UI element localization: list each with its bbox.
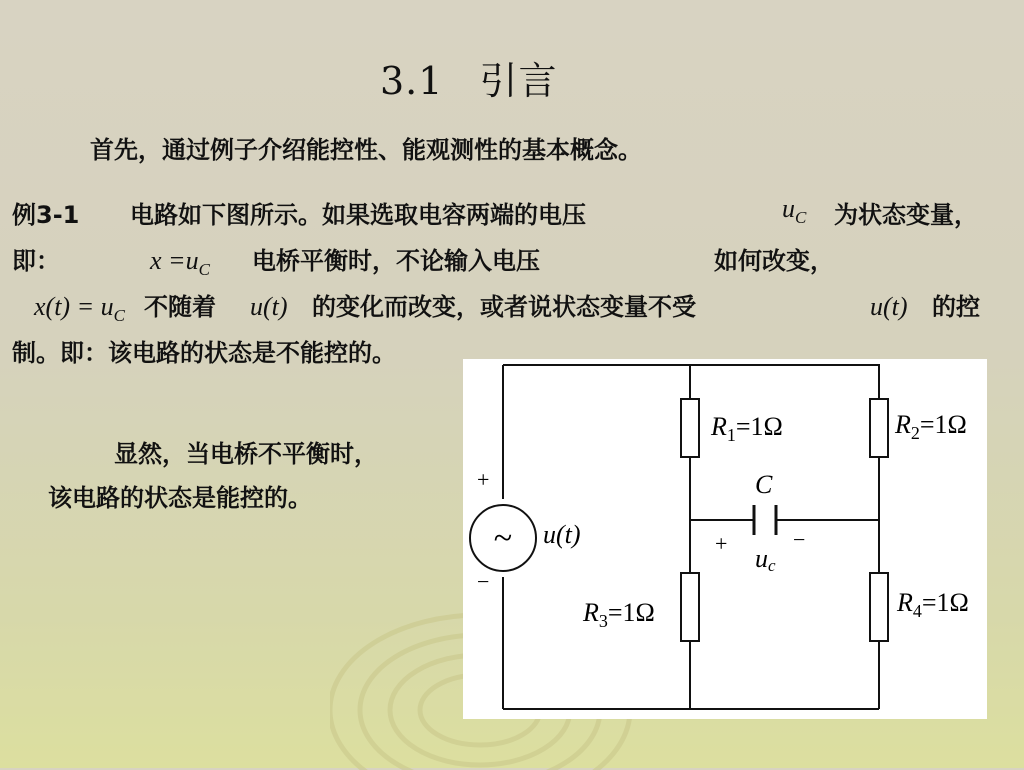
u-t-symbol-2: u(t) [870, 292, 908, 321]
example-line-1 [12, 192, 1017, 238]
example-line3-text-a: 不随着 [144, 292, 216, 321]
r1-label: $R_1=1\Omega$ [711, 412, 783, 445]
example-line3-end: 的控 [932, 292, 980, 321]
uc-symbol: $u_C$ [782, 194, 807, 227]
cap-plus: + [715, 531, 728, 556]
bridge-circuit-svg [463, 359, 987, 719]
note-line-1: 显然，当电桥不平衡时， [114, 439, 378, 468]
intro-text: 首先，通过例子介绍能控性、能观测性的基本概念。 [90, 135, 642, 164]
resistor-r3 [681, 573, 699, 641]
example-line2-end: 如何改变， [714, 246, 834, 275]
resistor-r4 [870, 573, 888, 641]
r4-label: $R_4=1\Omega$ [897, 588, 969, 621]
r2-label: $R_2=1\Omega$ [895, 410, 967, 443]
cap-minus: − [793, 527, 806, 552]
resistor-r1 [681, 399, 699, 457]
example-line3-text-b: 的变化而改变，或者说状态变量不受 [312, 292, 696, 321]
source-plus: + [477, 467, 490, 492]
u-t-symbol: u(t) [250, 292, 288, 321]
example-line-3 [12, 284, 1017, 330]
example-line1-end: 为状态变量， [834, 200, 978, 229]
example-line1-text: 电路如下图所示。如果选取电容两端的电压 [130, 200, 586, 229]
example-line-2 [12, 238, 1017, 284]
capacitor-label: C [755, 470, 773, 499]
x-t-equals-uc: $x(t) = u_C$ [34, 292, 125, 325]
example-line-4: 制。即：该电路的状态是不能控的。 [12, 338, 396, 367]
x-equals-uc: $x =u_C$ [150, 246, 210, 279]
example-line2-text: 电桥平衡时，不论输入电压 [252, 246, 540, 275]
example-paragraph [12, 192, 1017, 376]
r3-label: $R_3=1\Omega$ [583, 598, 655, 631]
resistor-r2 [870, 399, 888, 457]
example-line2-prefix: 即： [12, 246, 60, 275]
ac-source-symbol: ~ [493, 520, 513, 557]
source-label: u(t) [543, 520, 581, 549]
uc-label: uc [755, 544, 776, 575]
example-label: 例3-1 [12, 201, 80, 229]
note-line-2: 该电路的状态是能控的。 [48, 483, 312, 512]
title-number: 3.1 [380, 59, 444, 103]
title-text: 引言 [479, 59, 558, 103]
circuit-diagram [463, 359, 987, 719]
slide-title [380, 50, 557, 105]
source-minus: − [477, 569, 490, 594]
